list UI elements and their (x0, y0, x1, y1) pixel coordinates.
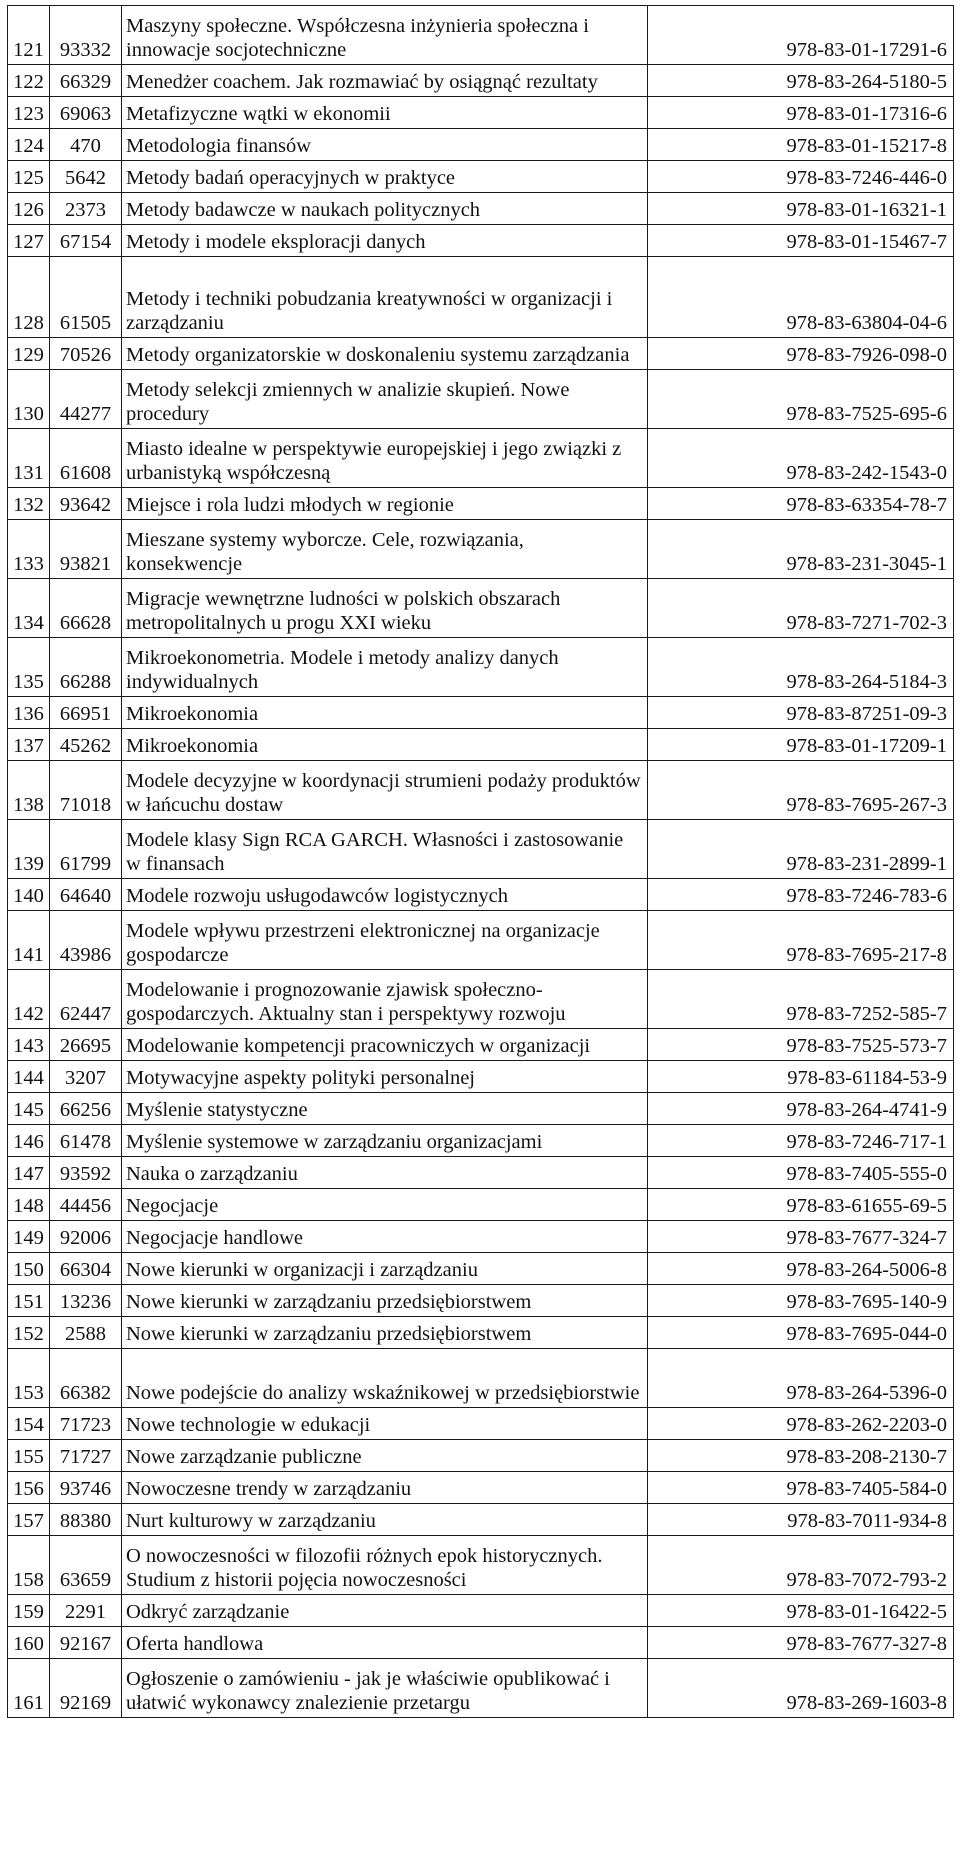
row-number-cell: 131 (8, 429, 50, 488)
isbn-cell: 978-83-7246-446-0 (648, 161, 954, 193)
isbn-cell: 978-83-7072-793-2 (648, 1536, 954, 1595)
title-cell: Nowe kierunki w zarządzaniu przedsiębiorstwem (122, 1285, 648, 1317)
table-row (8, 1317, 954, 1349)
title-cell: Myślenie systemowe w zarządzaniu organizacjami (122, 1125, 648, 1157)
catalog-code-cell: 2373 (50, 193, 122, 225)
row-number-cell: 149 (8, 1221, 50, 1253)
table-row (8, 1189, 954, 1221)
row-number-cell: 124 (8, 129, 50, 161)
title-cell: Menedżer coachem. Jak rozmawiać by osiągnąć rezultaty (122, 65, 648, 97)
catalog-code-cell: 44277 (50, 370, 122, 429)
row-number-cell: 157 (8, 1504, 50, 1536)
title-cell: O nowoczesności w filozofii różnych epok historycznych. Studium z historii pojęcia nowoczesności (122, 1536, 648, 1595)
isbn-cell: 978-83-264-5006-8 (648, 1253, 954, 1285)
table-row (8, 761, 954, 820)
title-cell: Nurt kulturowy w zarządzaniu (122, 1504, 648, 1536)
isbn-cell: 978-83-01-15217-8 (648, 129, 954, 161)
catalog-code-cell: 66329 (50, 65, 122, 97)
catalog-code-cell: 5642 (50, 161, 122, 193)
isbn-cell: 978-83-01-15467-7 (648, 225, 954, 257)
table-row (8, 1253, 954, 1285)
title-cell: Metafizyczne wątki w ekonomii (122, 97, 648, 129)
title-cell: Metody badawcze w naukach politycznych (122, 193, 648, 225)
title-cell: Oferta handlowa (122, 1627, 648, 1659)
isbn-cell: 978-83-264-4741-9 (648, 1093, 954, 1125)
catalog-code-cell: 66288 (50, 638, 122, 697)
table-row (8, 257, 954, 338)
table-row (8, 1061, 954, 1093)
catalog-code-cell: 93592 (50, 1157, 122, 1189)
table-row (8, 1125, 954, 1157)
table-row (8, 488, 954, 520)
title-cell: Myślenie statystyczne (122, 1093, 648, 1125)
catalog-code-cell: 66256 (50, 1093, 122, 1125)
isbn-cell: 978-83-7695-140-9 (648, 1285, 954, 1317)
isbn-cell: 978-83-7405-584-0 (648, 1472, 954, 1504)
row-number-cell: 143 (8, 1029, 50, 1061)
table-row (8, 370, 954, 429)
table-row (8, 97, 954, 129)
isbn-cell: 978-83-7677-327-8 (648, 1627, 954, 1659)
table-row (8, 1029, 954, 1061)
catalog-code-cell: 92169 (50, 1659, 122, 1718)
title-cell: Mikroekonomia (122, 729, 648, 761)
row-number-cell: 130 (8, 370, 50, 429)
row-number-cell: 159 (8, 1595, 50, 1627)
row-number-cell: 134 (8, 579, 50, 638)
catalog-code-cell: 71727 (50, 1440, 122, 1472)
title-cell: Mikroekonomia (122, 697, 648, 729)
isbn-cell: 978-83-231-2899-1 (648, 820, 954, 879)
isbn-cell: 978-83-01-16422-5 (648, 1595, 954, 1627)
catalog-code-cell: 13236 (50, 1285, 122, 1317)
row-number-cell: 156 (8, 1472, 50, 1504)
table-row (8, 1659, 954, 1718)
isbn-cell: 978-83-231-3045-1 (648, 520, 954, 579)
catalog-code-cell: 93746 (50, 1472, 122, 1504)
row-number-cell: 122 (8, 65, 50, 97)
title-cell: Metody i modele eksploracji danych (122, 225, 648, 257)
title-cell: Nowoczesne trendy w zarządzaniu (122, 1472, 648, 1504)
row-number-cell: 123 (8, 97, 50, 129)
table-row (8, 579, 954, 638)
catalog-code-cell: 66304 (50, 1253, 122, 1285)
isbn-cell: 978-83-269-1603-8 (648, 1659, 954, 1718)
catalog-code-cell: 43986 (50, 911, 122, 970)
book-list-table (7, 5, 954, 1718)
catalog-code-cell: 63659 (50, 1536, 122, 1595)
title-cell: Metody organizatorskie w doskonaleniu systemu zarządzania (122, 338, 648, 370)
isbn-cell: 978-83-61655-69-5 (648, 1189, 954, 1221)
isbn-cell: 978-83-208-2130-7 (648, 1440, 954, 1472)
table-row (8, 1285, 954, 1317)
catalog-code-cell: 2291 (50, 1595, 122, 1627)
isbn-cell: 978-83-7271-702-3 (648, 579, 954, 638)
table-row (8, 193, 954, 225)
row-number-cell: 136 (8, 697, 50, 729)
title-cell: Nowe zarządzanie publiczne (122, 1440, 648, 1472)
row-number-cell: 145 (8, 1093, 50, 1125)
table-row (8, 911, 954, 970)
catalog-code-cell: 71018 (50, 761, 122, 820)
catalog-code-cell: 92167 (50, 1627, 122, 1659)
isbn-cell: 978-83-7246-717-1 (648, 1125, 954, 1157)
table-row (8, 1221, 954, 1253)
isbn-cell: 978-83-01-17291-6 (648, 6, 954, 65)
title-cell: Nauka o zarządzaniu (122, 1157, 648, 1189)
catalog-code-cell: 70526 (50, 338, 122, 370)
row-number-cell: 133 (8, 520, 50, 579)
title-cell: Migracje wewnętrzne ludności w polskich obszarach metropolitalnych u progu XXI wieku (122, 579, 648, 638)
table-row (8, 820, 954, 879)
title-cell: Modelowanie kompetencji pracowniczych w organizacji (122, 1029, 648, 1061)
title-cell: Nowe technologie w edukacji (122, 1408, 648, 1440)
row-number-cell: 125 (8, 161, 50, 193)
catalog-code-cell: 61608 (50, 429, 122, 488)
table-row (8, 429, 954, 488)
catalog-code-cell: 93642 (50, 488, 122, 520)
isbn-cell: 978-83-7677-324-7 (648, 1221, 954, 1253)
title-cell: Modele klasy Sign RCA GARCH. Własności i zastosowanie w finansach (122, 820, 648, 879)
catalog-code-cell: 71723 (50, 1408, 122, 1440)
isbn-cell: 978-83-7405-555-0 (648, 1157, 954, 1189)
isbn-cell: 978-83-264-5184-3 (648, 638, 954, 697)
table-row (8, 1504, 954, 1536)
title-cell: Miasto idealne w perspektywie europejskiej i jego związki z urbanistyką współczesną (122, 429, 648, 488)
row-number-cell: 138 (8, 761, 50, 820)
table-row (8, 338, 954, 370)
isbn-cell: 978-83-262-2203-0 (648, 1408, 954, 1440)
catalog-code-cell: 45262 (50, 729, 122, 761)
catalog-code-cell: 69063 (50, 97, 122, 129)
row-number-cell: 150 (8, 1253, 50, 1285)
table-row (8, 1627, 954, 1659)
row-number-cell: 153 (8, 1349, 50, 1408)
book-list-rows (8, 6, 954, 1718)
catalog-code-cell: 67154 (50, 225, 122, 257)
table-row (8, 520, 954, 579)
catalog-code-cell: 470 (50, 129, 122, 161)
row-number-cell: 161 (8, 1659, 50, 1718)
row-number-cell: 127 (8, 225, 50, 257)
isbn-cell: 978-83-7252-585-7 (648, 970, 954, 1029)
title-cell: Modele wpływu przestrzeni elektronicznej na organizacje gospodarcze (122, 911, 648, 970)
title-cell: Odkryć zarządzanie (122, 1595, 648, 1627)
title-cell: Mieszane systemy wyborcze. Cele, rozwiązania, konsekwencje (122, 520, 648, 579)
isbn-cell: 978-83-7695-044-0 (648, 1317, 954, 1349)
catalog-code-cell: 66951 (50, 697, 122, 729)
isbn-cell: 978-83-7525-573-7 (648, 1029, 954, 1061)
row-number-cell: 158 (8, 1536, 50, 1595)
table-row (8, 129, 954, 161)
title-cell: Modelowanie i prognozowanie zjawisk społeczno-gospodarczych. Aktualny stan i perspektywy rozwoju (122, 970, 648, 1029)
catalog-code-cell: 66628 (50, 579, 122, 638)
title-cell: Nowe kierunki w organizacji i zarządzaniu (122, 1253, 648, 1285)
title-cell: Metody i techniki pobudzania kreatywności w organizacji i zarządzaniu (122, 257, 648, 338)
isbn-cell: 978-83-63354-78-7 (648, 488, 954, 520)
title-cell: Ogłoszenie o zamówieniu - jak je właściwie opublikować i ułatwić wykonawcy znalezienie przetargu (122, 1659, 648, 1718)
catalog-code-cell: 62447 (50, 970, 122, 1029)
table-row (8, 1157, 954, 1189)
catalog-code-cell: 93821 (50, 520, 122, 579)
table-row (8, 1093, 954, 1125)
isbn-cell: 978-83-264-5396-0 (648, 1349, 954, 1408)
row-number-cell: 152 (8, 1317, 50, 1349)
isbn-cell: 978-83-61184-53-9 (648, 1061, 954, 1093)
row-number-cell: 140 (8, 879, 50, 911)
table-row (8, 1595, 954, 1627)
row-number-cell: 132 (8, 488, 50, 520)
row-number-cell: 129 (8, 338, 50, 370)
isbn-cell: 978-83-63804-04-6 (648, 257, 954, 338)
isbn-cell: 978-83-264-5180-5 (648, 65, 954, 97)
isbn-cell: 978-83-7525-695-6 (648, 370, 954, 429)
table-row (8, 729, 954, 761)
catalog-code-cell: 26695 (50, 1029, 122, 1061)
table-row (8, 1349, 954, 1408)
isbn-cell: 978-83-01-17316-6 (648, 97, 954, 129)
row-number-cell: 155 (8, 1440, 50, 1472)
catalog-code-cell: 61799 (50, 820, 122, 879)
table-row (8, 970, 954, 1029)
table-row (8, 161, 954, 193)
table-row (8, 65, 954, 97)
title-cell: Metody selekcji zmiennych w analizie skupień. Nowe procedury (122, 370, 648, 429)
table-row (8, 6, 954, 65)
catalog-code-cell: 44456 (50, 1189, 122, 1221)
isbn-cell: 978-83-87251-09-3 (648, 697, 954, 729)
title-cell: Mikroekonometria. Modele i metody analizy danych indywidualnych (122, 638, 648, 697)
table-row (8, 697, 954, 729)
title-cell: Modele rozwoju usługodawców logistycznych (122, 879, 648, 911)
table-row (8, 1472, 954, 1504)
table-row (8, 638, 954, 697)
row-number-cell: 121 (8, 6, 50, 65)
row-number-cell: 146 (8, 1125, 50, 1157)
row-number-cell: 144 (8, 1061, 50, 1093)
title-cell: Nowe podejście do analizy wskaźnikowej w przedsiębiorstwie (122, 1349, 648, 1408)
title-cell: Metody badań operacyjnych w praktyce (122, 161, 648, 193)
row-number-cell: 160 (8, 1627, 50, 1659)
title-cell: Negocjacje (122, 1189, 648, 1221)
title-cell: Modele decyzyjne w koordynacji strumieni podaży produktów w łańcuchu dostaw (122, 761, 648, 820)
catalog-code-cell: 2588 (50, 1317, 122, 1349)
catalog-code-cell: 61478 (50, 1125, 122, 1157)
row-number-cell: 142 (8, 970, 50, 1029)
catalog-code-cell: 88380 (50, 1504, 122, 1536)
title-cell: Metodologia finansów (122, 129, 648, 161)
row-number-cell: 135 (8, 638, 50, 697)
isbn-cell: 978-83-7695-217-8 (648, 911, 954, 970)
table-row (8, 1440, 954, 1472)
isbn-cell: 978-83-7695-267-3 (648, 761, 954, 820)
row-number-cell: 137 (8, 729, 50, 761)
title-cell: Motywacyjne aspekty polityki personalnej (122, 1061, 648, 1093)
row-number-cell: 128 (8, 257, 50, 338)
isbn-cell: 978-83-7926-098-0 (648, 338, 954, 370)
catalog-code-cell: 64640 (50, 879, 122, 911)
catalog-code-cell: 92006 (50, 1221, 122, 1253)
title-cell: Nowe kierunki w zarządzaniu przedsiębiorstwem (122, 1317, 648, 1349)
row-number-cell: 147 (8, 1157, 50, 1189)
catalog-code-cell: 61505 (50, 257, 122, 338)
table-row (8, 225, 954, 257)
title-cell: Maszyny społeczne. Współczesna inżynieria społeczna i innowacje socjotechniczne (122, 6, 648, 65)
isbn-cell: 978-83-01-17209-1 (648, 729, 954, 761)
row-number-cell: 126 (8, 193, 50, 225)
table-row (8, 1408, 954, 1440)
isbn-cell: 978-83-01-16321-1 (648, 193, 954, 225)
catalog-code-cell: 93332 (50, 6, 122, 65)
isbn-cell: 978-83-7011-934-8 (648, 1504, 954, 1536)
row-number-cell: 141 (8, 911, 50, 970)
isbn-cell: 978-83-242-1543-0 (648, 429, 954, 488)
row-number-cell: 151 (8, 1285, 50, 1317)
table-row (8, 879, 954, 911)
title-cell: Miejsce i rola ludzi młodych w regionie (122, 488, 648, 520)
row-number-cell: 139 (8, 820, 50, 879)
row-number-cell: 148 (8, 1189, 50, 1221)
table-row (8, 1536, 954, 1595)
catalog-code-cell: 3207 (50, 1061, 122, 1093)
isbn-cell: 978-83-7246-783-6 (648, 879, 954, 911)
catalog-code-cell: 66382 (50, 1349, 122, 1408)
title-cell: Negocjacje handlowe (122, 1221, 648, 1253)
row-number-cell: 154 (8, 1408, 50, 1440)
